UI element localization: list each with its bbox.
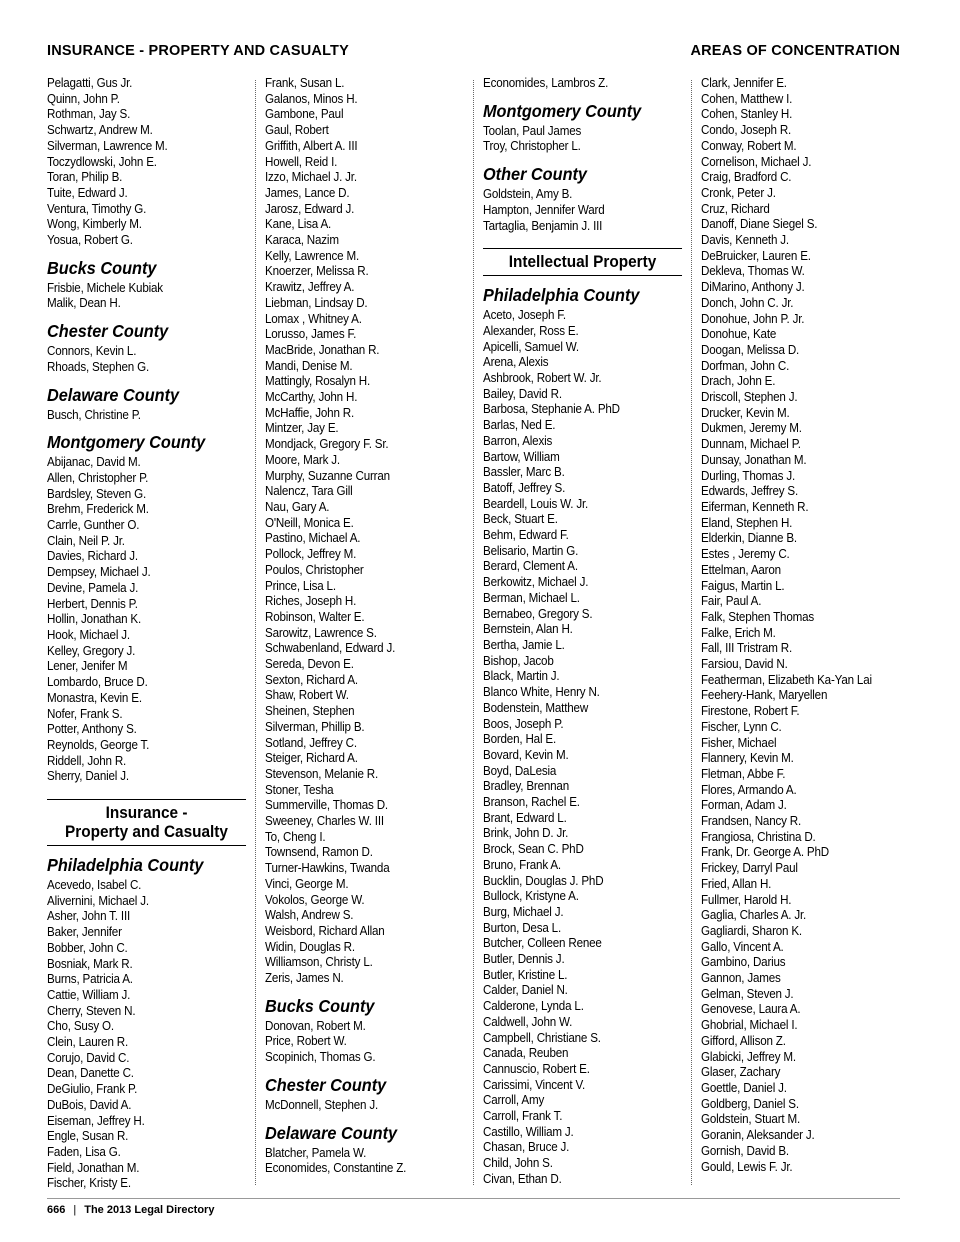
attorney-name: Beardell, Louis W. Jr.: [483, 496, 589, 511]
attorney-name: Cherry, Steven N.: [47, 1003, 136, 1018]
attorney-name: Economides, Lambros Z.: [483, 76, 609, 90]
attorney-name: DuBois, David A.: [47, 1097, 132, 1112]
attorney-name: Griffith, Albert A. III: [265, 138, 358, 153]
attorney-name: McHaffie, John R.: [265, 405, 355, 420]
attorney-name: Wong, Kimberly M.: [47, 217, 142, 232]
attorney-name: Feehery-Hank, Maryellen: [701, 688, 828, 703]
attorney-name: Goldberg, Daniel S.: [701, 1096, 799, 1111]
attorney-name: Canada, Reuben: [483, 1046, 569, 1061]
attorney-name: Farsiou, David N.: [701, 657, 788, 672]
attorney-name: Murphy, Suzanne Curran: [265, 468, 390, 483]
attorney-name: Gannon, James: [701, 971, 781, 986]
directory-column-3: [483, 76, 674, 1188]
attorney-name: Bovard, Kevin M.: [483, 747, 569, 762]
attorney-name: Sherry, Daniel J.: [47, 769, 129, 784]
attorney-name: Bodenstein, Matthew: [483, 700, 589, 715]
attorney-name: Tuite, Edward J.: [47, 185, 128, 200]
county-heading: Chester County: [265, 1074, 387, 1095]
page-footer: [47, 1204, 214, 1216]
attorney-name: Goettle, Daniel J.: [701, 1081, 787, 1095]
attorney-name: Cornelison, Michael J.: [701, 154, 812, 169]
attorney-name: Edwards, Jeffrey S.: [701, 484, 799, 499]
attorney-name: Drach, John E.: [701, 374, 776, 389]
attorney-name: Borden, Hal E.: [483, 732, 557, 747]
attorney-name: Bernabeo, Gregory S.: [483, 606, 593, 621]
county-heading: Other County: [483, 164, 587, 185]
attorney-name: Gaglia, Charles A. Jr.: [701, 908, 807, 923]
attorney-name: Berard, Clement A.: [483, 559, 578, 574]
attorney-name: Shaw, Robert W.: [265, 688, 349, 703]
column-divider: [691, 80, 692, 1185]
attorney-name: Rothman, Jay S.: [47, 107, 131, 122]
attorney-name: DeBruicker, Lauren E.: [701, 248, 811, 263]
attorney-name: Child, John S.: [483, 1156, 553, 1171]
attorney-name: Danoff, Diane Siegel S.: [701, 217, 818, 232]
attorney-name: McDonnell, Stephen J.: [265, 1097, 379, 1112]
attorney-name: Featherman, Elizabeth Ka-Yan Lai: [701, 672, 872, 687]
attorney-name: Apicelli, Samuel W.: [483, 339, 579, 354]
attorney-name: Knoerzer, Melissa R.: [265, 264, 369, 279]
attorney-name: Cattie, William J.: [47, 987, 131, 1002]
attorney-name: Calder, Daniel N.: [483, 983, 568, 998]
attorney-name: Belisario, Martin G.: [483, 543, 579, 558]
attorney-name: Pollock, Jeffrey M.: [265, 547, 357, 562]
attorney-name: Falke, Erich M.: [701, 625, 776, 640]
attorney-name: Forman, Adam J.: [701, 798, 787, 813]
attorney-name: Bernstein, Alan H.: [483, 622, 573, 637]
attorney-name: Elderkin, Dianne B.: [701, 531, 797, 546]
attorney-name: Butler, Kristine L.: [483, 967, 568, 982]
attorney-name: Williamson, Christy L.: [265, 955, 373, 970]
attorney-name: Condo, Joseph R.: [701, 123, 792, 138]
attorney-name: Davies, Richard J.: [47, 549, 138, 564]
attorney-name: Doogan, Melissa D.: [701, 342, 800, 357]
directory-column-4: [701, 76, 892, 1175]
attorney-name: Barron, Alexis: [483, 433, 553, 448]
attorney-name: Cannuscio, Robert E.: [483, 1061, 590, 1076]
attorney-name: Baker, Jennifer: [47, 925, 122, 940]
attorney-name: Goldstein, Stuart M.: [701, 1112, 801, 1127]
attorney-name: Fisher, Michael: [701, 735, 777, 750]
attorney-name: Clark, Jennifer E.: [701, 76, 787, 90]
publication-title: The 2013 Legal Directory: [84, 1204, 215, 1216]
column-divider: [473, 80, 474, 1185]
attorney-name: Berman, Michael L.: [483, 590, 580, 605]
attorney-name: Ghobrial, Michael I.: [701, 1018, 798, 1033]
attorney-name: Malik, Dean H.: [47, 296, 121, 311]
attorney-name: Bosniak, Mark R.: [47, 956, 133, 971]
attorney-name: Fischer, Lynn C.: [701, 719, 782, 734]
attorney-name: Mattingly, Rosalyn H.: [265, 374, 371, 389]
attorney-name: Price, Robert W.: [265, 1034, 347, 1049]
attorney-name: To, Cheng I.: [265, 829, 326, 844]
attorney-name: Schwabenland, Edward J.: [265, 641, 396, 656]
attorney-name: Tartaglia, Benjamin J. III: [483, 218, 603, 233]
attorney-name: Robinson, Walter E.: [265, 609, 365, 624]
attorney-name: Gornish, David B.: [701, 1143, 789, 1158]
attorney-name: DeGiulio, Frank P.: [47, 1082, 138, 1097]
attorney-name: Black, Martin J.: [483, 669, 560, 684]
attorney-name: Gambino, Darius: [701, 955, 786, 970]
attorney-name: Rhoads, Stephen G.: [47, 359, 149, 374]
attorney-name: Connors, Kevin L.: [47, 344, 137, 359]
attorney-name: Asher, John T. III: [47, 909, 131, 924]
attorney-name: Bartow, William: [483, 449, 560, 464]
attorney-name: Aceto, Joseph F.: [483, 308, 566, 323]
attorney-name: Dempsey, Michael J.: [47, 565, 151, 580]
attorney-name: Frangiosa, Christina D.: [701, 829, 816, 844]
attorney-name: Sheinen, Stephen: [265, 704, 355, 719]
attorney-name: Brock, Sean C. PhD: [483, 842, 584, 857]
attorney-name: Carroll, Amy: [483, 1093, 545, 1108]
attorney-name: Economides, Constantine Z.: [265, 1161, 407, 1176]
attorney-name: Carissimi, Vincent V.: [483, 1077, 586, 1092]
attorney-name: Bassler, Marc B.: [483, 465, 565, 480]
attorney-name: Hollin, Jonathan K.: [47, 612, 142, 627]
attorney-name: Falk, Stephen Thomas: [701, 609, 815, 624]
attorney-name: Gagliardi, Sharon K.: [701, 923, 802, 938]
attorney-name: Burton, Desa L.: [483, 920, 561, 935]
attorney-name: O'Neill, Monica E.: [265, 515, 354, 530]
attorney-name: Eland, Stephen H.: [701, 515, 793, 530]
attorney-name: Potter, Anthony S.: [47, 722, 137, 737]
attorney-name: Frank, Susan L.: [265, 76, 345, 90]
directory-column-1: [47, 76, 238, 1192]
attorney-name: Dekleva, Thomas W.: [701, 264, 805, 279]
attorney-name: Cohen, Matthew I.: [701, 91, 793, 106]
attorney-name: Galanos, Minos H.: [265, 91, 358, 106]
attorney-name: Nofer, Frank S.: [47, 706, 123, 721]
attorney-name: Gelman, Steven J.: [701, 986, 794, 1001]
attorney-name: Bailey, David R.: [483, 386, 562, 401]
attorney-name: Schwartz, Andrew M.: [47, 123, 153, 138]
attorney-name: Gould, Lewis F. Jr.: [701, 1159, 793, 1174]
attorney-name: Bullock, Kristyne A.: [483, 889, 579, 904]
attorney-name: Blatcher, Pamela W.: [265, 1145, 367, 1160]
attorney-name: Barbosa, Stephanie A. PhD: [483, 402, 620, 417]
attorney-name: Hook, Michael J.: [47, 627, 130, 642]
attorney-name: Karaca, Nazim: [265, 233, 339, 248]
attorney-name: Izzo, Michael J. Jr.: [265, 170, 357, 185]
attorney-name: Dukmen, Jeremy M.: [701, 421, 802, 436]
attorney-name: Pastino, Michael A.: [265, 531, 361, 546]
county-heading: Montgomery County: [47, 432, 206, 453]
attorney-name: Fletman, Abbe F.: [701, 766, 786, 781]
attorney-name: Troy, Christopher L.: [483, 139, 581, 154]
attorney-name: Cohen, Stanley H.: [701, 107, 793, 122]
attorney-name: Vinci, George M.: [265, 876, 349, 891]
attorney-name: Bobber, John C.: [47, 940, 128, 955]
attorney-name: Liebman, Lindsay D.: [265, 295, 368, 310]
county-heading: Bucks County: [47, 257, 157, 278]
attorney-name: Carroll, Frank T.: [483, 1109, 563, 1124]
attorney-name: Cronk, Peter J.: [701, 185, 776, 200]
attorney-name: McCarthy, John H.: [265, 390, 358, 405]
attorney-name: Barlas, Ned E.: [483, 418, 556, 433]
running-header-category: AREAS OF CONCENTRATION: [690, 43, 900, 59]
attorney-name: Faigus, Martin L.: [701, 578, 785, 593]
attorney-name: Brink, John D. Jr.: [483, 826, 569, 841]
practice-area-heading: [483, 248, 682, 276]
attorney-name: Chasan, Bruce J.: [483, 1140, 570, 1155]
attorney-name: Berkowitz, Michael J.: [483, 575, 589, 590]
attorney-name: Howell, Reid I.: [265, 154, 338, 169]
attorney-name: Civan, Ethan D.: [483, 1171, 562, 1186]
attorney-name: Eiferman, Kenneth R.: [701, 499, 809, 514]
attorney-name: Dunnam, Michael P.: [701, 437, 801, 452]
attorney-name: Devine, Pamela J.: [47, 580, 139, 595]
attorney-name: Donohue, John P. Jr.: [701, 311, 805, 326]
attorney-name: Eiseman, Jeffrey H.: [47, 1113, 145, 1128]
attorney-name: Turner-Hawkins, Twanda: [265, 861, 390, 876]
running-header-section: INSURANCE - PROPERTY AND CASUALTY: [47, 43, 349, 59]
attorney-name: Kane, Lisa A.: [265, 217, 332, 232]
attorney-name: Arena, Alexis: [483, 355, 549, 370]
attorney-name: Yosua, Robert G.: [47, 233, 133, 248]
page-number: 666: [47, 1204, 66, 1216]
attorney-name: Firestone, Robert F.: [701, 704, 800, 719]
attorney-name: Burns, Patricia A.: [47, 972, 133, 987]
attorney-name: Toczydlowski, John E.: [47, 154, 157, 169]
attorney-name: Sexton, Richard A.: [265, 672, 358, 687]
attorney-name: Carrle, Gunther O.: [47, 518, 140, 533]
attorney-name: Silverman, Phillip B.: [265, 719, 365, 734]
attorney-name: Sereda, Devon E.: [265, 657, 354, 672]
attorney-name: Burg, Michael J.: [483, 904, 564, 919]
county-heading: Bucks County: [265, 995, 375, 1016]
attorney-name: Butler, Dennis J.: [483, 952, 565, 967]
county-heading: Delaware County: [265, 1122, 398, 1143]
attorney-name: Frandsen, Nancy R.: [701, 814, 802, 829]
attorney-name: Dorfman, John C.: [701, 358, 790, 373]
attorney-name: Toran, Philip B.: [47, 170, 123, 185]
attorney-name: Clein, Lauren R.: [47, 1035, 129, 1050]
attorney-name: Frisbie, Michele Kubiak: [47, 280, 163, 295]
attorney-name: Flannery, Kevin M.: [701, 751, 794, 766]
attorney-name: Summerville, Thomas D.: [265, 798, 388, 813]
attorney-name: Flores, Armando A.: [701, 782, 797, 797]
attorney-name: Clain, Neil P. Jr.: [47, 533, 125, 548]
attorney-name: Estes , Jeremy C.: [701, 547, 790, 562]
attorney-name: Vokolos, George W.: [265, 892, 365, 907]
attorney-name: Scopinich, Thomas G.: [265, 1050, 376, 1065]
attorney-name: Mondjack, Gregory F. Sr.: [265, 437, 389, 452]
attorney-name: Lener, Jenifer M: [47, 659, 128, 674]
attorney-name: Monastra, Kevin E.: [47, 690, 142, 705]
attorney-name: Donovan, Robert M.: [265, 1018, 366, 1033]
attorney-name: Zeris, James N.: [265, 971, 344, 986]
attorney-name: Sweeney, Charles W. III: [265, 814, 384, 829]
attorney-name: Batoff, Jeffrey S.: [483, 480, 566, 495]
county-heading: Montgomery County: [483, 100, 642, 121]
attorney-name: Goldstein, Amy B.: [483, 187, 573, 202]
attorney-name: Pelagatti, Gus Jr.: [47, 76, 133, 90]
attorney-name: Fried, Allan H.: [701, 876, 772, 891]
attorney-name: Drucker, Kevin M.: [701, 405, 790, 420]
attorney-name: Reynolds, George T.: [47, 737, 150, 752]
county-heading: Philadelphia County: [47, 855, 204, 876]
attorney-name: Walsh, Andrew S.: [265, 908, 354, 923]
attorney-name: Conway, Robert M.: [701, 138, 797, 153]
attorney-name: Caldwell, John W.: [483, 1014, 573, 1029]
attorney-name: Cho, Susy O.: [47, 1019, 114, 1034]
attorney-name: Glaser, Zachary: [701, 1065, 781, 1080]
attorney-name: Jarosz, Edward J.: [265, 201, 355, 216]
attorney-name: MacBride, Jonathan R.: [265, 342, 380, 357]
attorney-name: Frickey, Darryl Paul: [701, 861, 798, 876]
attorney-name: Durling, Thomas J.: [701, 468, 796, 483]
attorney-name: Donch, John C. Jr.: [701, 295, 794, 310]
attorney-name: Gambone, Paul: [265, 107, 344, 122]
attorney-name: DiMarino, Anthony J.: [701, 280, 805, 295]
county-heading: Chester County: [47, 321, 169, 342]
attorney-name: Craig, Bradford C.: [701, 170, 792, 185]
attorney-name: Acevedo, Isabel C.: [47, 878, 142, 893]
attorney-name: Sotland, Jeffrey C.: [265, 735, 357, 750]
attorney-name: Prince, Lisa L.: [265, 578, 336, 593]
attorney-name: Fischer, Kristy E.: [47, 1176, 131, 1191]
practice-area-heading-line: Property and Casualty: [65, 823, 228, 842]
attorney-name: Gallo, Vincent A.: [701, 939, 784, 954]
attorney-name: Busch, Christine P.: [47, 407, 141, 422]
attorney-name: Ettelman, Aaron: [701, 562, 781, 577]
attorney-name: Brehm, Frederick M.: [47, 502, 149, 517]
attorney-name: Brant, Edward L.: [483, 810, 567, 825]
attorney-name: Stoner, Tesha: [265, 782, 334, 797]
attorney-name: Mintzer, Jay E.: [265, 421, 339, 436]
attorney-name: Kelley, Gregory J.: [47, 643, 136, 658]
attorney-name: Steiger, Richard A.: [265, 751, 358, 766]
practice-area-heading-line: Intellectual Property: [508, 253, 657, 272]
attorney-name: Donohue, Kate: [701, 327, 777, 342]
attorney-name: Abijanac, David M.: [47, 455, 141, 470]
practice-area-heading: [47, 799, 246, 846]
attorney-name: Frank, Dr. George A. PhD: [701, 845, 829, 860]
attorney-name: Sarowitz, Lawrence S.: [265, 625, 377, 640]
attorney-name: Boos, Joseph P.: [483, 716, 564, 731]
attorney-name: Herbert, Dennis P.: [47, 596, 138, 611]
attorney-name: Gifford, Allison Z.: [701, 1033, 786, 1048]
attorney-name: Ventura, Timothy G.: [47, 201, 147, 216]
attorney-name: Bishop, Jacob: [483, 653, 554, 668]
attorney-name: Mandi, Denise M.: [265, 358, 353, 373]
attorney-name: Boyd, DaLesia: [483, 763, 557, 778]
attorney-name: Moore, Mark J.: [265, 452, 340, 467]
attorney-name: Alivernini, Michael J.: [47, 893, 149, 908]
attorney-name: Field, Jonathan M.: [47, 1160, 140, 1175]
attorney-name: Stevenson, Melanie R.: [265, 766, 379, 781]
attorney-name: Lomax , Whitney A.: [265, 311, 362, 326]
attorney-name: Allen, Christopher P.: [47, 470, 149, 485]
footer-rule: [47, 1198, 900, 1199]
footer-separator: |: [73, 1204, 77, 1216]
attorney-name: Fall, III Tristram R.: [701, 641, 793, 656]
attorney-name: Castillo, William J.: [483, 1124, 574, 1139]
attorney-name: Poulos, Christopher: [265, 562, 364, 577]
attorney-name: Blanco White, Henry N.: [483, 685, 600, 700]
attorney-name: Davis, Kenneth J.: [701, 233, 789, 248]
attorney-name: Goranin, Aleksander J.: [701, 1128, 815, 1143]
attorney-name: Toolan, Paul James: [483, 123, 582, 138]
attorney-name: Townsend, Ramon D.: [265, 845, 373, 860]
attorney-name: Bucklin, Douglas J. PhD: [483, 873, 604, 888]
attorney-name: Riches, Joseph H.: [265, 594, 357, 609]
attorney-name: Genovese, Laura A.: [701, 1002, 801, 1017]
attorney-name: Quinn, John P.: [47, 91, 120, 106]
attorney-name: Weisbord, Richard Allan: [265, 923, 385, 938]
attorney-name: Bradley, Brennan: [483, 779, 569, 794]
attorney-name: Bardsley, Steven G.: [47, 486, 146, 501]
attorney-name: Silverman, Lawrence M.: [47, 138, 168, 153]
attorney-name: Bruno, Frank A.: [483, 857, 561, 872]
attorney-name: Gaul, Robert: [265, 123, 329, 138]
attorney-name: Bertha, Jamie L.: [483, 637, 565, 652]
attorney-name: Lombardo, Bruce D.: [47, 675, 148, 690]
attorney-name: Campbell, Christiane S.: [483, 1030, 601, 1045]
attorney-name: Ashbrook, Robert W. Jr.: [483, 371, 602, 386]
practice-area-heading-line: Insurance -: [105, 804, 188, 823]
attorney-name: Faden, Lisa G.: [47, 1144, 121, 1159]
attorney-name: Widin, Douglas R.: [265, 939, 355, 954]
attorney-name: Dean, Danette C.: [47, 1066, 134, 1081]
attorney-name: Glabicki, Jeffrey M.: [701, 1049, 796, 1064]
attorney-name: Calderone, Lynda L.: [483, 999, 584, 1014]
attorney-name: Butcher, Colleen Renee: [483, 936, 602, 951]
attorney-name: Nau, Gary A.: [265, 499, 330, 514]
attorney-name: Lorusso, James F.: [265, 327, 357, 342]
attorney-name: Branson, Rachel E.: [483, 795, 580, 810]
attorney-name: James, Lance D.: [265, 185, 350, 200]
attorney-name: Krawitz, Jeffrey A.: [265, 280, 355, 295]
attorney-name: Cruz, Richard: [701, 201, 770, 216]
attorney-name: Engle, Susan R.: [47, 1129, 129, 1144]
county-heading: Philadelphia County: [483, 285, 640, 306]
attorney-name: Fullmer, Harold H.: [701, 892, 792, 907]
attorney-name: Alexander, Ross E.: [483, 323, 579, 338]
attorney-name: Hampton, Jennifer Ward: [483, 202, 605, 217]
county-heading: Delaware County: [47, 384, 180, 405]
column-divider: [255, 80, 256, 1185]
attorney-name: Kelly, Lawrence M.: [265, 248, 360, 263]
attorney-name: Dunsay, Jonathan M.: [701, 452, 807, 467]
attorney-name: Corujo, David C.: [47, 1050, 130, 1065]
attorney-name: Beck, Stuart E.: [483, 512, 558, 527]
attorney-name: Driscoll, Stephen J.: [701, 390, 798, 405]
attorney-name: Nalencz, Tara Gill: [265, 484, 353, 499]
attorney-name: Riddell, John R.: [47, 753, 127, 768]
directory-column-2: [265, 76, 456, 1177]
attorney-name: Behm, Edward F.: [483, 528, 569, 543]
attorney-name: Fair, Paul A.: [701, 594, 762, 609]
